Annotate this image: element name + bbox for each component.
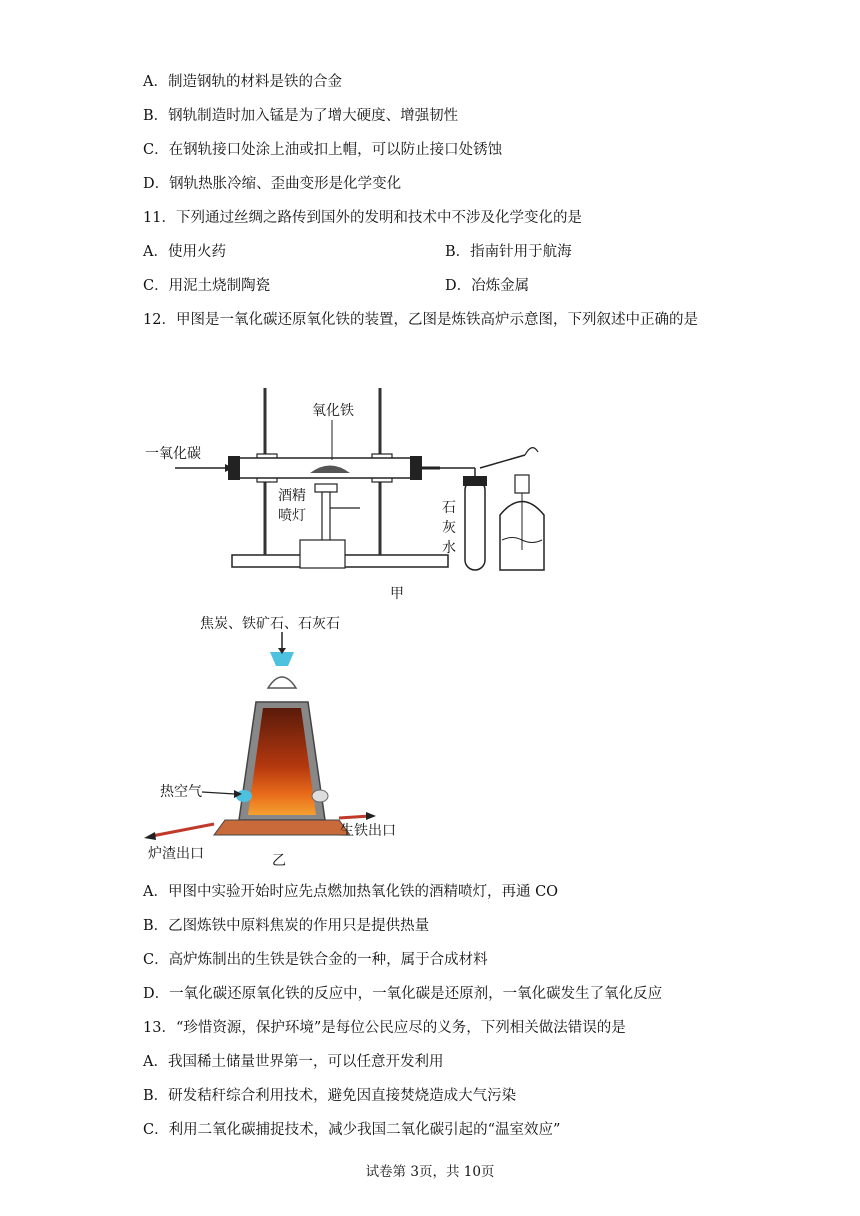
q13-stem: 13．“珍惜资源，保护环境”是每位公民应尽的义务，下列相关做法错误的是 <box>143 1020 626 1036</box>
page-footer: 试卷第 3页，共 10页 <box>365 1164 495 1180</box>
q11-stem: 11．下列通过丝绸之路传到国外的发明和技术中不涉及化学变化的是 <box>143 210 582 226</box>
q10-option-a: A．制造钢轨的材料是铁的合金 <box>143 74 342 90</box>
figure-co-reduction-apparatus <box>140 380 560 605</box>
q12-stem: 12．甲图是一氧化碳还原氧化铁的装置，乙图是炼铁高炉示意图，下列叙述中正确的是 <box>143 312 698 328</box>
q11-option-a: A．使用火药 <box>143 244 226 260</box>
q13-option-a: A．我国稀土储量世界第一，可以任意开发利用 <box>143 1054 444 1070</box>
label-hot-air: 热空气 <box>160 784 202 800</box>
label-limewater-1: 石 <box>442 500 456 516</box>
q10-option-d: D．钢轨热胀冷缩、歪曲变形是化学变化 <box>143 176 402 192</box>
figure-blast-furnace <box>140 610 420 870</box>
label-limewater-3: 水 <box>442 540 456 556</box>
label-slag-outlet: 炉渣出口 <box>148 846 204 862</box>
q11-option-b: B．指南针用于航海 <box>445 244 572 260</box>
label-burner-line2: 喷灯 <box>278 508 306 524</box>
q12-option-c: C．高炉炼制出的生铁是铁合金的一种，属于合成材料 <box>143 952 488 968</box>
label-limewater-2: 灰 <box>442 520 456 536</box>
label-pig-iron-outlet: 生铁出口 <box>340 823 396 839</box>
label-carbon-monoxide: 一氧化碳 <box>145 446 201 462</box>
label-furnace-feed: 焦炭、铁矿石、石灰石 <box>200 616 340 632</box>
q13-option-c: C．利用二氧化碳捕捉技术，减少我国二氧化碳引起的“温室效应” <box>143 1122 561 1138</box>
q10-option-b: B．钢轨制造时加入锰是为了增大硬度、增强韧性 <box>143 108 459 124</box>
q13-option-b: B．研发秸秆综合利用技术，避免因直接焚烧造成大气污染 <box>143 1088 517 1104</box>
figure-b-caption: 乙 <box>272 853 286 869</box>
label-burner-line1: 酒精 <box>278 488 306 504</box>
q10-option-c: C．在钢轨接口处涂上油或扣上帽，可以防止接口处锈蚀 <box>143 142 503 158</box>
q12-option-d: D．一氧化碳还原氧化铁的反应中，一氧化碳是还原剂，一氧化碳发生了氧化反应 <box>143 986 663 1002</box>
figure-a-caption: 甲 <box>390 586 404 602</box>
q11-option-d: D．冶炼金属 <box>445 278 530 294</box>
q12-option-a: A．甲图中实验开始时应先点燃加热氧化铁的酒精喷灯，再通 CO <box>143 884 559 900</box>
q12-option-b: B．乙图炼铁中原料焦炭的作用只是提供热量 <box>143 918 430 934</box>
label-iron-oxide: 氧化铁 <box>312 403 354 419</box>
q11-option-c: C．用泥土烧制陶瓷 <box>143 278 271 294</box>
